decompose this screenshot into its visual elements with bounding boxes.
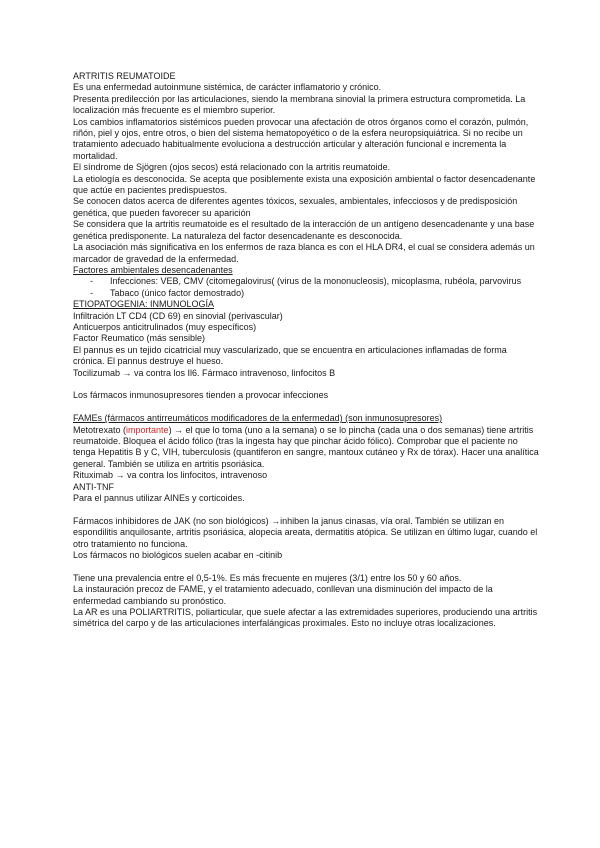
intro-paragraph: Se conocen datos acerca de diferentes agentes tóxicos, sexuales, ambientales, infecciosos y de predisposición genética, que pueden favorecer su aparición: [73, 196, 518, 218]
list-item: - Tabaco (único factor demostrado): [90, 288, 540, 299]
intro-paragraph: Es una enfermedad autoinmune sistémica, de carácter inflamatorio y crónico.: [73, 82, 382, 93]
spacer: [73, 561, 540, 572]
intro-paragraph: El síndrome de Sjögren (ojos secos) está relacionado con la artritis reumatoide.: [73, 162, 391, 173]
metotrexato-prefix: Metotrexato (: [73, 424, 127, 435]
epidemiology-paragraph: Tiene una prevalencia entre el 0,5-1%. Es más frecuente en mujeres (3/1) entre los 50 y 60 años.: [73, 572, 462, 583]
etiopatogenia-line: Infiltración LT CD4 (CD 69) en sinovial (perivascular): [73, 310, 283, 321]
important-highlight: importante: [126, 424, 169, 435]
etiopatogenia-line: Factor Reumatico (más sensible): [73, 333, 206, 344]
jak-paragraph: Fármacos inhibidores de JAK (no son biológicos) →inhiben la janus cinasas, vía oral. También se utilizan en espondilitis anquilosante, artritis psoriásica, alopecia areata, dermatitis atópica. Se utilizan en último lugar, cuando el otro tratamiento no funciona.: [73, 515, 538, 549]
fames-line: Rituximab → va contra los linfocitos, intravenoso: [73, 470, 268, 481]
epidemiology-paragraph: La AR es una POLIARTRITIS, poliarticular, que suele afectar a las extremidades superiores, produciendo una artritis simétrica del carpo y de las articulaciones interfalángicas proximales. Esto no incluye otras localizaciones.: [73, 607, 538, 629]
etiopatogenia-heading: ETIOPATOGENIA: INMUNOLOGÍA: [73, 299, 215, 310]
fames-line: ANTI-TNF: [73, 481, 114, 492]
epidemiology-paragraph: La instauración precoz de FAME, y el tratamiento adecuado, conllevan una disminución del impacto de la enfermedad cambiando su pronóstico.: [73, 584, 493, 606]
spacer: [73, 379, 540, 390]
jak-paragraph: Los fármacos no biológicos suelen acabar en -citinib: [73, 550, 283, 561]
intro-paragraph: Presenta predilección por las articulaciones, siendo la membrana sinovial la primera estructura comprometida. La localización más frecuente es el miembro superior.: [73, 93, 526, 116]
metotrexato-text: ) → el que lo toma (uno a la semana) o se lo pincha (cada una o dos semanas) tiene artritis reumatoide. Bloquea el ácido fólico (tras la ingesta hay que pinchar ácido fólico). Comprobar que el paciente no tenga Hepatitis B y C, VIH, tuberculosis (quantiferon en sangre, mantoux cutáneo y Rx de tórax). Hacer una analítica general. También se utiliza en artritis psoriásica.: [73, 424, 539, 469]
fames-heading: FAMEs (fármacos antirreumáticos modificadores de la enfermedad) (son inmunosupresores): [73, 413, 443, 424]
etiopatogenia-line: El pannus es un tejido cicatricial muy vascularizado, que se encuentra en articulaciones inflamadas de forma crónica. El pannus destruye el hueso.: [73, 344, 507, 367]
factors-list: [73, 276, 540, 299]
intro-paragraph: Los cambios inflamatorios sistémicos pueden provocar una afectación de otros órganos como el corazón, pulmón, riñón, piel y ojos, entre otros, o bien del sistema hematopoyético o de la esfera neuropsiquiátrica. Si no recibe un tratamiento adecuado habitualmente evoluciona a destrucción articular y alteración funcional e incrementa la mortalidad.: [73, 116, 529, 161]
list-item: - Infecciones: VEB, CMV (citomegalovirus( (virus de la mononucleosis), micoplasma, rubéola, parvovirus: [90, 276, 540, 287]
metotrexato-paragraph: [73, 425, 540, 471]
factors-heading: Factores ambientales desencadenantes: [73, 264, 233, 275]
document-title: ARTRITIS REUMATOIDE: [73, 71, 176, 81]
intro-paragraph: La etiología es desconocida. Se acepta que posiblemente exista una exposición ambiental o factor desencadenante que actúe en pacientes predispuestos.: [73, 173, 536, 196]
spacer: [73, 504, 540, 515]
spacer: [73, 402, 540, 413]
etiopatogenia-line: Anticuerpos anticitrulinados (muy específicos): [73, 321, 257, 332]
fames-line: Para el pannus utilizar AINEs y corticoides.: [73, 493, 245, 503]
etiopatogenia-line: Tocilizumab → va contra los Il6. Fármaco intravenoso, linfocitos B: [73, 367, 336, 378]
intro-paragraph: La asociación más significativa en los enfermos de raza blanca es con el HLA DR4, el cual se considera además un marcador de gravedad de la enfermedad.: [73, 242, 535, 264]
intro-paragraph: Se considera que la artritis reumatoide es el resultado de la interacción de un antígeno desencadenante y una base genética predisponente. La naturaleza del factor desencadenante es desconocida.: [73, 219, 535, 241]
inmuno-note: Los fármacos inmunosupresores tienden a provocar infecciones: [73, 390, 329, 401]
